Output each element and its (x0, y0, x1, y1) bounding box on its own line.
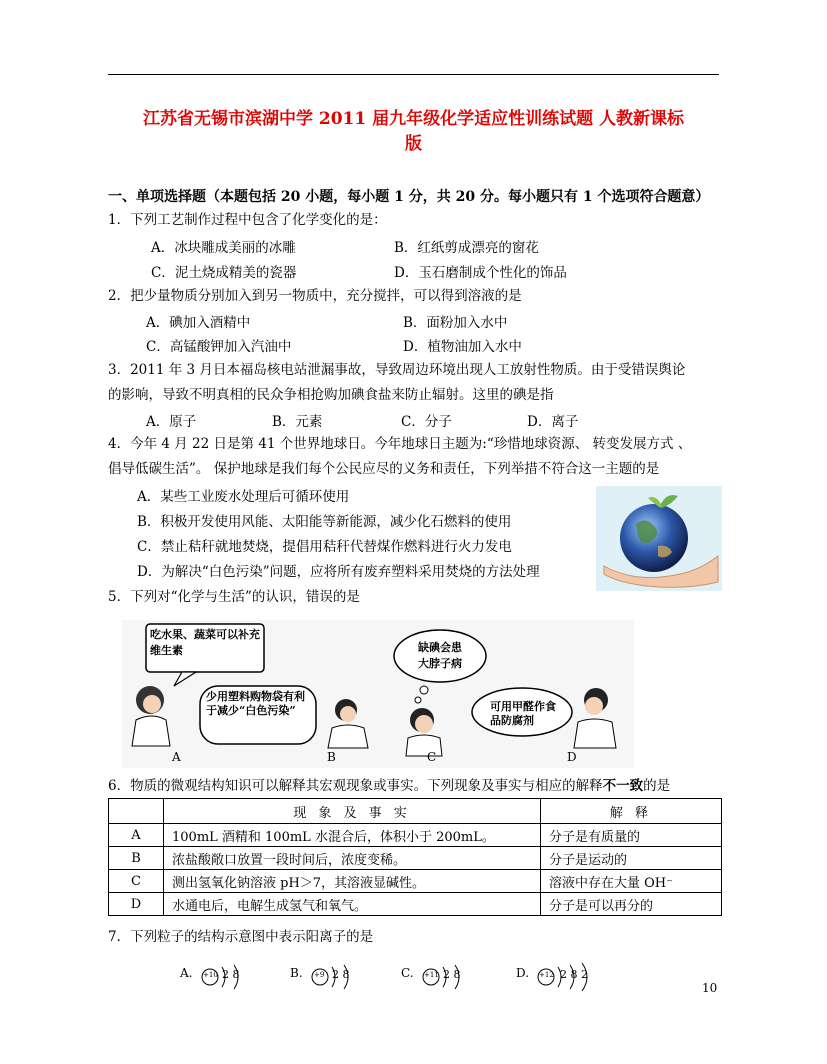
q3-option-d: D．离子 (527, 414, 579, 430)
q5-label-d: D (567, 750, 577, 764)
q5-label-b: B (327, 750, 336, 764)
table-header-blank (109, 799, 164, 824)
question-3-line1: 3．2011 年 3 月日本福岛核电站泄漏事故，导致周边环境出现人工放射性物质。由于受错误舆论 (108, 362, 686, 378)
row-explanation: 分子是运动的 (541, 847, 722, 870)
q7-a-nucleus: +10 (203, 971, 218, 979)
q4-option-d: D．为解决“白色污染”问题，应将所有废弃塑料采用焚烧的方法处理 (137, 564, 540, 580)
q4-option-a: A．某些工业废水处理后可循环使用 (137, 489, 350, 505)
q3-option-a: A．原子 (146, 414, 197, 430)
q7-d-shells: 2 8 2 (560, 968, 588, 981)
q2-option-c: C．高锰酸钾加入汽油中 (146, 339, 292, 355)
document-title-line1: 江苏省无锡市滨湖中学 2011 届九年级化学适应性训练试题 人教新课标 (142, 109, 685, 129)
q6-stem-bold: 不一致 (602, 778, 644, 794)
document-title-line2: 版 (405, 134, 422, 154)
question-6-stem (108, 776, 720, 796)
row-fact: 水通电后，电解生成氢气和氧气。 (164, 893, 541, 916)
q6-stem-after: 的是 (643, 778, 671, 794)
header-rule (108, 74, 719, 75)
q1-option-c: C．泥土烧成精美的瓷器 (151, 265, 297, 281)
q7-a-shells: 2 8 (222, 968, 240, 981)
table-header-fact: 现 象 及 事 实 (164, 799, 541, 824)
table-header-explanation: 解 释 (541, 799, 722, 824)
q4-option-b: B．积极开发使用风能、太阳能等新能源，减少化石燃料的使用 (137, 514, 512, 530)
table-row (109, 870, 722, 893)
q7-c-shells: 2 8 (443, 968, 461, 981)
q3-option-c: C．分子 (401, 414, 452, 430)
q7-b-shells: 2 8 (332, 968, 350, 981)
page-number: 10 (702, 981, 718, 995)
q7-d-nucleus: +12 (539, 971, 554, 979)
table-header-row (109, 799, 722, 824)
question-2-stem: 2．把少量物质分别加入到另一物质中，充分搅拌，可以得到溶液的是 (108, 288, 522, 304)
earth-in-hands-illustration (596, 486, 722, 591)
bubble-a-text: 吃水果、蔬菜可以补充维生素 (150, 628, 260, 657)
row-explanation: 分子是可以再分的 (541, 893, 722, 916)
bubble-b-text: 少用塑料购物袋有利于减少“白色污染” (206, 690, 305, 717)
table-row (109, 847, 722, 870)
q1-option-d: D．玉石磨制成个性化的饰品 (394, 265, 567, 281)
q5-label-a: A (172, 750, 181, 764)
q1-option-a: A．冰块雕成美丽的冰雕 (151, 240, 296, 256)
row-explanation: 分子是有质量的 (541, 824, 722, 847)
row-fact: 浓盐酸敞口放置一段时间后，浓度变稀。 (164, 847, 541, 870)
q7-option-d-label: D. (516, 966, 530, 980)
question-4-line2: 倡导低碳生活”。 保护地球是我们每个公民应尽的义务和责任，下列举措不符合这一主题的是 (108, 461, 660, 477)
q7-option-b-label: B. (290, 966, 303, 980)
question-3-line2: 的影响，导致不明真相的民众争相抢购加碘食盐来防止辐射。这里的碘是指 (108, 387, 554, 403)
q1-option-b: B．红纸剪成漂亮的窗花 (394, 240, 539, 256)
q2-option-a: A．碘加入酒精中 (146, 315, 251, 331)
section-heading: 一、单项选择题（本题包括 20 小题，每小题 1 分，共 20 分。每小题只有 1 个选项符合题意） (108, 189, 710, 205)
row-explanation: 溶液中存在大量 OH⁻ (541, 870, 722, 893)
bubble-c-text: 缺碘会患大脖子病 (418, 641, 462, 670)
bubble-d-text: 可用甲醛作食品防腐剂 (490, 700, 556, 727)
row-letter: D (109, 893, 164, 916)
q7-option-a-label: A. (180, 966, 193, 980)
q7-option-c-label: C. (401, 966, 414, 980)
q2-option-b: B．面粉加入水中 (403, 315, 508, 331)
q4-option-c: C．禁止秸秆就地焚烧，提倡用秸秆代替煤作燃料进行火力发电 (137, 539, 512, 555)
q7-c-nucleus: +11 (424, 971, 439, 979)
question-1-stem: 1．下列工艺制作过程中包含了化学变化的是： (108, 212, 387, 228)
row-fact: 测出氢氧化钠溶液 pH＞7，其溶液显碱性。 (164, 870, 541, 893)
question-4-line1: 4．今年 4 月 22 日是第 41 个世界地球日。今年地球日主题为:“珍惜地球资源、 转变发展方式 、 (108, 436, 692, 452)
q2-option-d: D．植物油加入水中 (403, 339, 522, 355)
table-row (109, 824, 722, 847)
table-row (109, 893, 722, 916)
row-letter: A (109, 824, 164, 847)
q5-label-c: C (427, 750, 437, 764)
question-5-stem: 5．下列对“化学与生活”的认识，错误的是 (108, 589, 360, 605)
row-letter: B (109, 847, 164, 870)
q3-option-b: B．元素 (272, 414, 323, 430)
q6-facts-table (108, 798, 722, 916)
question-7-stem: 7．下列粒子的结构示意图中表示阳离子的是 (108, 929, 374, 945)
row-letter: C (109, 870, 164, 893)
q7-b-nucleus: +9 (314, 971, 325, 979)
q6-stem-before: 6．物质的微观结构知识可以解释其宏观现象或事实。下列现象及事实与相应的解释 (108, 778, 603, 794)
row-fact: 100mL 酒精和 100mL 水混合后，体积小于 200mL。 (164, 824, 541, 847)
